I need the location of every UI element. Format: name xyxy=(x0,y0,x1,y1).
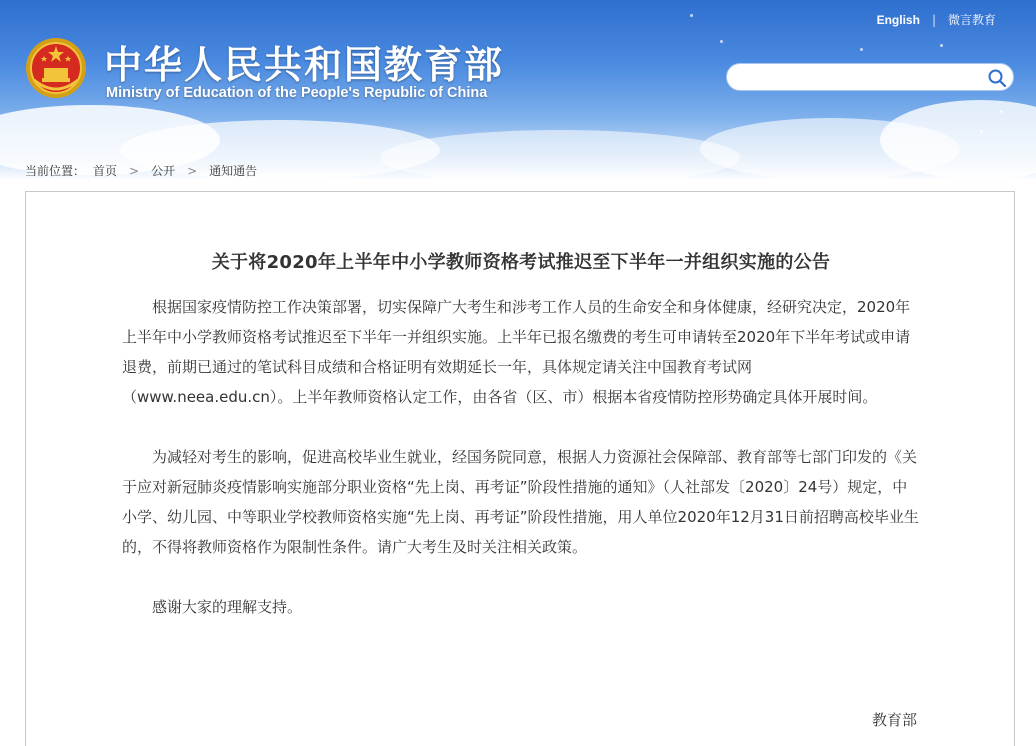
article-container xyxy=(25,191,1015,746)
article-paragraph: 感谢大家的理解支持。 xyxy=(152,598,303,616)
english-link[interactable]: English xyxy=(876,12,920,27)
header-sparkle xyxy=(860,48,863,51)
top-links xyxy=(877,11,996,28)
header-sparkle xyxy=(690,14,693,17)
national-emblem-icon xyxy=(24,36,88,100)
chevron-right-icon: > xyxy=(129,163,140,178)
article-body xyxy=(122,292,922,622)
header-sparkle xyxy=(940,44,943,47)
search-box xyxy=(726,63,1014,91)
header-sparkle xyxy=(720,40,723,43)
site-title: 中华人民共和国教育部 xyxy=(104,43,505,87)
breadcrumb-home[interactable]: 首页 xyxy=(93,164,118,178)
header-cloud-decoration xyxy=(380,130,740,180)
article-title: 关于将2020年上半年中小学教师资格考试推迟至下半年一并组织实施的公告 xyxy=(211,252,831,273)
breadcrumb-notices[interactable]: 通知通告 xyxy=(209,164,258,178)
article-paragraph: 根据国家疫情防控工作决策部署，切实保障广大考生和涉考工作人员的生命安全和身体健康，经研究决定，2020年上半年中小学教师资格考试推迟至下半年一并组织实施。上半年已报名缴费的考生可申请转至2020年下半年考试或申请退费，前期已通过的笔试科目成绩和合格证明有效期延长一年，具体规定请关注中国教育考试网（www.neea.edu.cn）。上半年教师资格认定工作，由各省（区、市）根据本省疫情防控形势确定具体开展时间。 xyxy=(122,298,911,406)
article-signature: 教育部 xyxy=(872,711,918,729)
header-sparkle xyxy=(1000,110,1003,113)
breadcrumb-label: 当前位置： xyxy=(25,164,86,178)
weibo-link[interactable]: 微言教育 xyxy=(947,13,996,27)
link-separator: | xyxy=(931,12,936,27)
breadcrumb-public[interactable]: 公开 xyxy=(151,164,176,178)
search-icon[interactable] xyxy=(987,68,1007,88)
header-sparkle xyxy=(980,130,983,133)
site-subtitle: Ministry of Education of the People's Republic of China xyxy=(106,85,488,101)
search-input[interactable] xyxy=(739,68,979,86)
article-paragraph: 为减轻对考生的影响，促进高校毕业生就业，经国务院同意，根据人力资源社会保障部、教育部等七部门印发的《关于应对新冠肺炎疫情影响实施部分职业资格“先上岗、再考证”阶段性措施的通知》（人社部发〔2020〕24号）规定，中小学、幼儿园、中等职业学校教师资格实施“先上岗、再考证”阶段性措施，用人单位2020年12月31日前招聘高校毕业生的，不得将教师资格作为限制性条件。请广大考生及时关注相关政策。 xyxy=(122,448,919,556)
chevron-right-icon: > xyxy=(187,163,198,178)
site-header xyxy=(0,0,1036,180)
breadcrumb xyxy=(25,162,257,179)
